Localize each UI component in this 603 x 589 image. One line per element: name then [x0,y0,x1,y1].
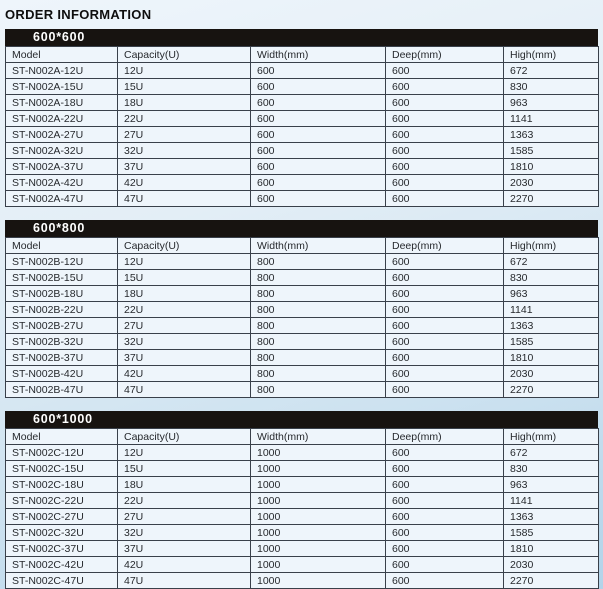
cell: 600 [386,573,504,589]
table-row [6,95,599,111]
cell: 600 [386,350,504,366]
cell: 600 [251,159,386,175]
cell: 18U [118,95,251,111]
cell: ST-N002B-32U [6,334,118,350]
cell: 800 [251,318,386,334]
cell: ST-N002A-15U [6,79,118,95]
cell: 600 [386,382,504,398]
table-body [6,445,599,589]
table-row [6,382,599,398]
cell: 600 [386,143,504,159]
cell: 1000 [251,461,386,477]
cell: 600 [386,525,504,541]
cell: ST-N002C-12U [6,445,118,461]
table-row [6,573,599,589]
cell: 12U [118,445,251,461]
cell: 800 [251,334,386,350]
cell: 830 [504,270,599,286]
cell: ST-N002C-27U [6,509,118,525]
cell: 600 [386,286,504,302]
cell: 37U [118,541,251,557]
cell: 47U [118,382,251,398]
cell: 963 [504,286,599,302]
cell: ST-N002A-42U [6,175,118,191]
table-row [6,302,599,318]
cell: 600 [386,477,504,493]
spec-table-section [5,29,598,207]
column-header: High(mm) [504,47,599,63]
cell: 830 [504,461,599,477]
table-row [6,318,599,334]
cell: 1141 [504,111,599,127]
table-row [6,127,599,143]
cell: ST-N002A-12U [6,63,118,79]
cell: 42U [118,366,251,382]
cell: 42U [118,175,251,191]
cell: 37U [118,159,251,175]
table-body [6,63,599,207]
cell: 600 [386,95,504,111]
column-header: Model [6,47,118,63]
cell: 32U [118,334,251,350]
table-row [6,270,599,286]
cell: 15U [118,79,251,95]
cell: 800 [251,350,386,366]
cell: ST-N002A-37U [6,159,118,175]
cell: 1810 [504,159,599,175]
cell: ST-N002C-18U [6,477,118,493]
table-row [6,493,599,509]
table-row [6,111,599,127]
column-header: Capacity(U) [118,238,251,254]
cell: 1141 [504,302,599,318]
cell: 1585 [504,143,599,159]
table-size-header: 600*600 [5,29,598,46]
cell: 2030 [504,175,599,191]
cell: 600 [251,111,386,127]
spec-data-table [5,46,599,207]
cell: 963 [504,477,599,493]
header-row [6,47,599,63]
cell: 600 [386,302,504,318]
cell: ST-N002C-15U [6,461,118,477]
column-header: Deep(mm) [386,47,504,63]
cell: 800 [251,270,386,286]
cell: ST-N002A-47U [6,191,118,207]
cell: 600 [386,127,504,143]
cell: 32U [118,525,251,541]
cell: 37U [118,350,251,366]
cell: 12U [118,63,251,79]
table-row [6,63,599,79]
cell: ST-N002A-27U [6,127,118,143]
cell: 600 [386,175,504,191]
table-row [6,79,599,95]
cell: ST-N002C-32U [6,525,118,541]
cell: 600 [386,334,504,350]
spec-table-section [5,220,598,398]
cell: ST-N002A-22U [6,111,118,127]
cell: ST-N002A-18U [6,95,118,111]
cell: 600 [386,79,504,95]
table-row [6,175,599,191]
table-row [6,366,599,382]
table-row [6,477,599,493]
table-row [6,143,599,159]
column-header: Model [6,238,118,254]
cell: 1000 [251,477,386,493]
cell: 1363 [504,318,599,334]
cell: ST-N002C-22U [6,493,118,509]
cell: 830 [504,79,599,95]
cell: 47U [118,191,251,207]
column-header: Capacity(U) [118,429,251,445]
cell: 1000 [251,573,386,589]
cell: 600 [386,270,504,286]
cell: 18U [118,286,251,302]
cell: 1000 [251,493,386,509]
cell: 600 [386,254,504,270]
cell: 800 [251,254,386,270]
header-row [6,238,599,254]
tables-container [5,29,598,589]
column-header: High(mm) [504,238,599,254]
cell: 22U [118,493,251,509]
cell: 600 [386,445,504,461]
cell: 800 [251,286,386,302]
cell: 600 [251,79,386,95]
cell: 18U [118,477,251,493]
column-header: Deep(mm) [386,429,504,445]
cell: 1000 [251,445,386,461]
cell: ST-N002C-37U [6,541,118,557]
cell: 600 [386,557,504,573]
cell: 600 [386,493,504,509]
cell: 600 [386,461,504,477]
cell: ST-N002B-22U [6,302,118,318]
column-header: Width(mm) [251,238,386,254]
cell: 672 [504,63,599,79]
cell: 47U [118,573,251,589]
column-header: Width(mm) [251,47,386,63]
table-size-header: 600*1000 [5,411,598,428]
table-row [6,286,599,302]
cell: 1585 [504,334,599,350]
table-row [6,159,599,175]
table-row [6,509,599,525]
page-title: ORDER INFORMATION [5,7,152,22]
cell: 800 [251,382,386,398]
cell: 600 [251,143,386,159]
cell: 1000 [251,541,386,557]
cell: 42U [118,557,251,573]
cell: ST-N002B-18U [6,286,118,302]
cell: 600 [251,63,386,79]
table-row [6,334,599,350]
column-header: Capacity(U) [118,47,251,63]
cell: 800 [251,302,386,318]
table-body [6,254,599,398]
table-size-header: 600*800 [5,220,598,237]
cell: 27U [118,509,251,525]
header-row [6,429,599,445]
cell: 800 [251,366,386,382]
cell: ST-N002B-15U [6,270,118,286]
cell: 600 [386,318,504,334]
cell: 600 [251,127,386,143]
cell: 27U [118,127,251,143]
cell: ST-N002C-47U [6,573,118,589]
cell: 27U [118,318,251,334]
column-header: High(mm) [504,429,599,445]
spec-data-table [5,428,599,589]
table-row [6,445,599,461]
cell: 672 [504,254,599,270]
cell: 22U [118,302,251,318]
cell: 672 [504,445,599,461]
table-row [6,541,599,557]
cell: 1363 [504,509,599,525]
table-row [6,461,599,477]
cell: 2270 [504,382,599,398]
cell: 600 [386,111,504,127]
cell: 1363 [504,127,599,143]
cell: 600 [386,63,504,79]
table-row [6,254,599,270]
cell: 32U [118,143,251,159]
cell: 600 [386,191,504,207]
column-header: Model [6,429,118,445]
cell: ST-N002B-12U [6,254,118,270]
spec-data-table [5,237,599,398]
column-header: Width(mm) [251,429,386,445]
table-row [6,525,599,541]
table-row [6,350,599,366]
cell: ST-N002B-47U [6,382,118,398]
spec-table-section [5,411,598,589]
cell: ST-N002C-42U [6,557,118,573]
table-row [6,191,599,207]
cell: 2270 [504,191,599,207]
cell: 1585 [504,525,599,541]
cell: 1000 [251,557,386,573]
cell: ST-N002B-37U [6,350,118,366]
cell: 600 [386,159,504,175]
cell: 2030 [504,366,599,382]
cell: 600 [386,366,504,382]
cell: 1141 [504,493,599,509]
cell: ST-N002A-32U [6,143,118,159]
cell: 600 [386,541,504,557]
cell: 12U [118,254,251,270]
cell: 22U [118,111,251,127]
cell: 15U [118,461,251,477]
cell: ST-N002B-42U [6,366,118,382]
cell: 15U [118,270,251,286]
cell: 2270 [504,573,599,589]
cell: 600 [251,191,386,207]
cell: 2030 [504,557,599,573]
cell: 1810 [504,541,599,557]
table-row [6,557,599,573]
cell: 1000 [251,525,386,541]
cell: 1810 [504,350,599,366]
cell: 1000 [251,509,386,525]
cell: 600 [251,175,386,191]
column-header: Deep(mm) [386,238,504,254]
cell: 600 [386,509,504,525]
cell: 600 [251,95,386,111]
cell: 963 [504,95,599,111]
cell: ST-N002B-27U [6,318,118,334]
